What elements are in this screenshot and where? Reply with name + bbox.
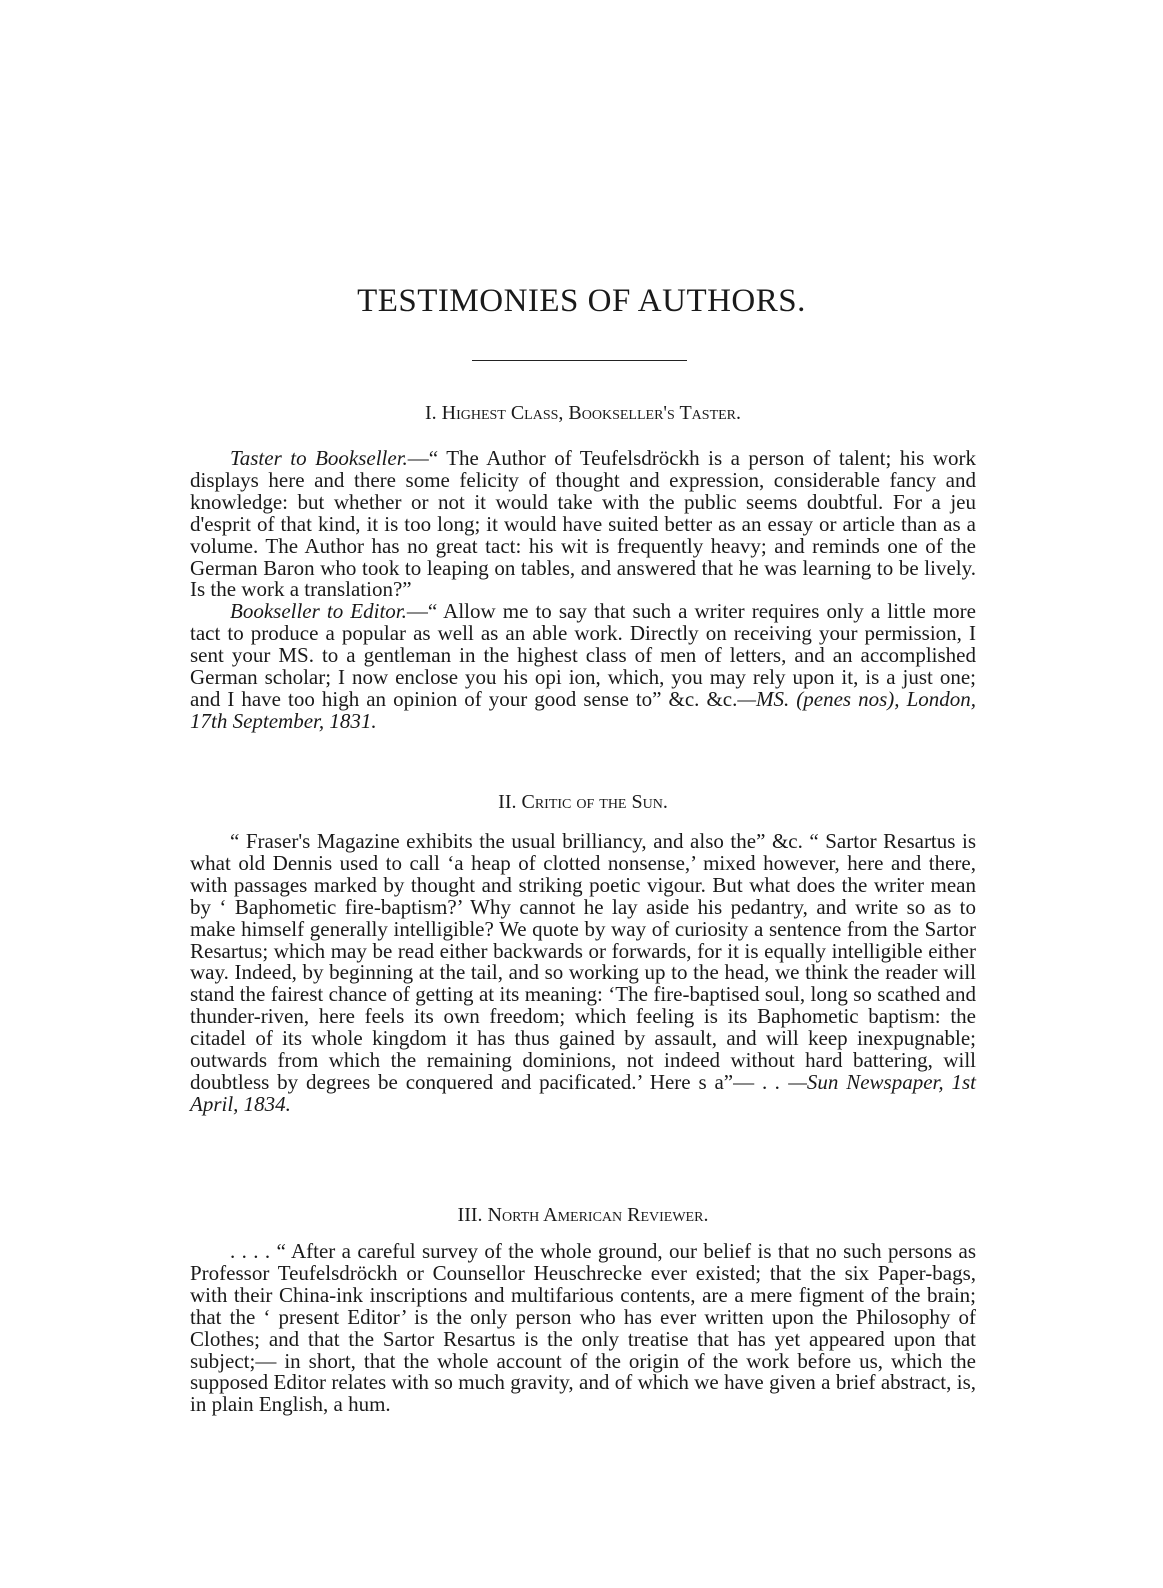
- paragraph-label: Bookseller to Editor.: [230, 599, 407, 624]
- paragraph-text: “ Fraser's Magazine exhibits the usual brilliancy, and also the” &c. “ Sartor Resartus is what old Dennis used to call ‘a heap of clotted nonsense,’ mixed however, here and there, with passages marked by thought and striking poetic vigour. But what does the writer mean by ‘ Baphometic fire-baptism?’ Why cannot he lay aside his pedantry, and write so as to make himself generally intelligible? We quote by way of curiosity a sentence from the Sartor Resartus; which may be read either backwards or forwards, for it is equally intelligible either way. Indeed, by beginning at the tail, and so working up to the head, we think the reader will stand the fairest chance of getting at its meaning: ‘The fire-baptised soul, long so scathed and thunder-riven, here feels its own freedom; which feeling is its Baphometic baptism: the citadel of its whole kingdom it has thus gained by assault, and will keep inexpugnable; outwards from which the remaining dominions, not indeed without hard battering, will doubtless by degrees be conquered and pacificated.’ Here s a”— .: [190, 829, 976, 1094]
- section-heading-2: II. Critic of the Sun.: [498, 791, 668, 813]
- section-heading-1: I. Highest Class, Bookseller's Taster.: [424, 402, 742, 424]
- title-divider: [472, 360, 687, 361]
- paragraph-text: —“ Allow me to say that such a writer requires only a little more tact to produce a popular as well as an able work. Directly on receiving your permission, I sent your MS. to a gentleman in the highest class of men of letters, and an accomplished German scholar; I now enclose you his opi ion, which, you may rely upon it, is a just one; and I have too high an opinion of your good sense to” &c. &c.: [190, 599, 976, 711]
- paragraph-sun: [190, 831, 976, 1116]
- paragraph-source: —MS. (penes nos), London, 17th September, 1831.: [190, 686, 976, 733]
- section-body-2: [190, 831, 976, 1116]
- section-body-1: [190, 448, 976, 733]
- paragraph-source: . —Sun Newspaper, 1st April, 1834.: [190, 1069, 976, 1116]
- paragraph-reviewer: [190, 1241, 976, 1416]
- section-body-3: [190, 1241, 976, 1416]
- section-heading-3: III. North American Reviewer.: [457, 1204, 709, 1226]
- paragraph-label: Taster to Bookseller.: [230, 446, 408, 470]
- page-title: TESTIMONIES OF AUTHORS.: [357, 283, 806, 319]
- paragraph-bookseller: [190, 601, 976, 732]
- paragraph-text: . . . . “ After a careful survey of the whole ground, our belief is that no such persons as Professor Teufelsdröckh or Counsellor Heuschrecke ever existed; that the six Paper-bags, with their China-ink inscriptions and multifarious contents, are a mere figment of the brain; that the ‘ present Editor’ is the only person who has ever written upon the Philosophy of Clothes; and that the Sartor Resartus is the only treatise that has yet appeared upon that subject;— in short, that the whole account of the origin of the work before us, which the supposed Editor relates with so much gravity, and of which we have given a brief abstract, is, in plain English, a hum.: [190, 1239, 976, 1417]
- paragraph-text: —“ The Author of Teufelsdröckh is a person of talent; his work displays here and there some felicity of thought and expression, considerable fancy and knowledge: but whether or not it would take with the public seems doubtful. For a jeu d'esprit of that kind, it is too long; it would have suited better as an essay or article than as a volume. The Author has no great tact: his wit is frequently heavy; and reminds one of the German Baron who took to leaping on tables, and answered that he was learning to be lively. Is the work a translation?”: [190, 446, 976, 602]
- paragraph-taster: [190, 448, 976, 601]
